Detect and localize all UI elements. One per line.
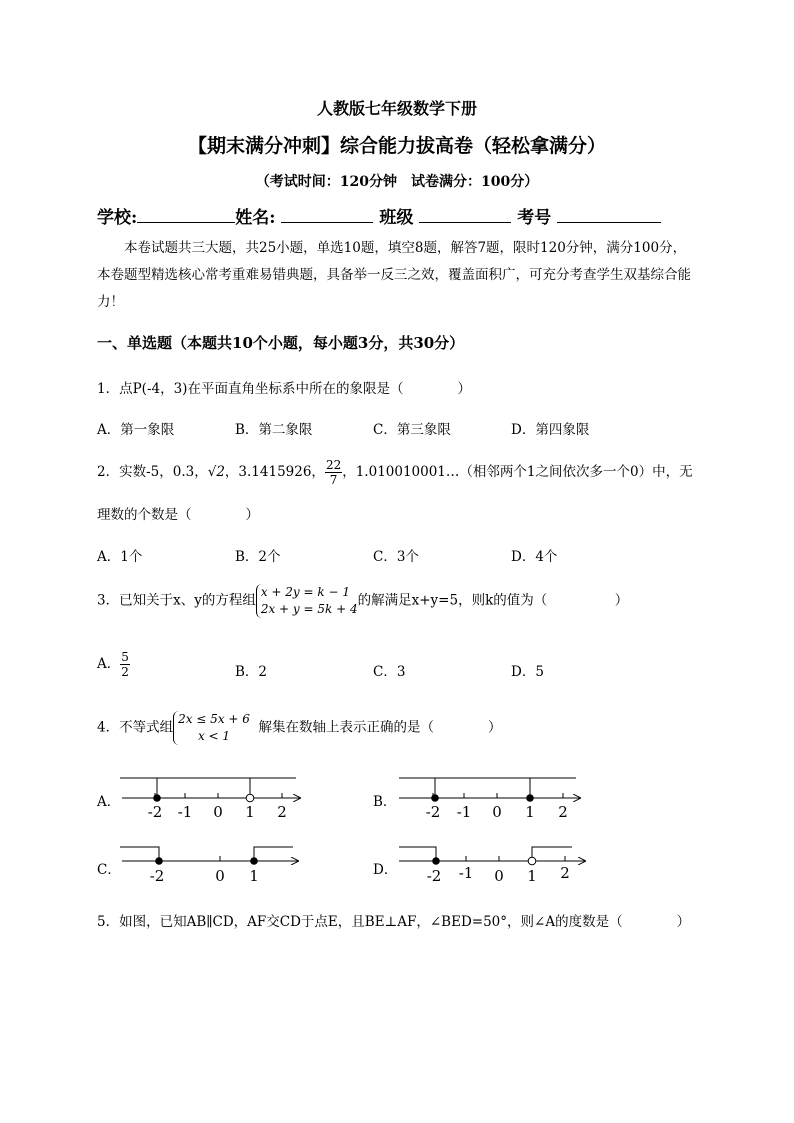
number-line-b[interactable] xyxy=(399,778,580,821)
number-line-d[interactable] xyxy=(399,847,585,885)
document-subtitle: 【期末满分冲刺】综合能力拔高卷（轻松拿满分） xyxy=(187,135,606,157)
q4-option-a-label[interactable]: A． xyxy=(97,794,121,810)
open-dot-a xyxy=(246,794,254,802)
q3-option-a[interactable]: A． $\frac{5}{2}$ xyxy=(97,650,129,679)
q1-option-b[interactable]: B．第二象限 xyxy=(235,422,313,438)
tick-label: 0 xyxy=(494,867,504,885)
tick-label: -1 xyxy=(456,803,472,821)
tick-label: 1 xyxy=(249,867,259,885)
number-line-a[interactable] xyxy=(120,778,300,821)
closed-dot-c-right xyxy=(250,857,258,865)
sqrt-two: √2 xyxy=(207,464,225,480)
tick-label: 0 xyxy=(492,803,502,821)
question-3-stem: 3．已知关于x、y的方程组 x + 2y = k − 1 2x + y = 5k + 4 的解满足x+y=5，则k的值为（ ） xyxy=(97,585,629,616)
tick-label: -2 xyxy=(426,867,442,885)
tick-label: 2 xyxy=(277,803,287,821)
tick-label: 2 xyxy=(560,864,570,882)
closed-dot-d xyxy=(432,857,440,865)
question-5-stem: 5．如图，已知AB∥CD，AF交CD于点E，且BE⊥AF，∠BED=50°，则∠A的度数是（ ） xyxy=(97,914,691,930)
tick-label: 0 xyxy=(213,803,223,821)
q3-option-c[interactable]: C．3 xyxy=(373,664,406,680)
closed-dot-b-right xyxy=(526,794,534,802)
class-label: 班级 xyxy=(379,208,414,228)
inequality-system: 2x ≤ 5x + 6 x < 1 xyxy=(173,711,250,745)
q1-option-d[interactable]: D．第四象限 xyxy=(511,422,590,438)
intro-paragraph: 本卷试题共三大题，共25小题，单选10题，填空8题，解答7题，限时120分钟，满分100分，本卷题型精选核心常考重难易错典题，具备举一反三之效，覆盖面积广，可充分考查学生双基综合能力！ xyxy=(97,240,691,310)
q1-option-a[interactable]: A．第一象限 xyxy=(97,422,175,438)
closed-dot-c-left xyxy=(155,857,163,865)
section-heading: 一、单选题（本题共10个小题，每小题3分，共30分） xyxy=(97,334,465,352)
tick-label: -1 xyxy=(177,803,193,821)
equation-system: x + 2y = k − 1 2x + y = 5k + 4 xyxy=(256,584,358,618)
number-label: 考号 xyxy=(517,208,552,228)
question-2-stem: 2．实数-5，0.3，√2，3.1415926， $\frac{22}{7}$ ，1.010010001…（相邻两个1之间依次多一个0）中，无 xyxy=(97,458,693,487)
tick-label: 1 xyxy=(245,803,255,821)
tick-label: -2 xyxy=(425,803,441,821)
tick-label: 2 xyxy=(558,803,568,821)
q4-option-c-label[interactable]: C． xyxy=(97,862,121,878)
question-4-stem: 4．不等式组 2x ≤ 5x + 6 x < 1 解集在数轴上表示正确的是（ ） xyxy=(97,712,502,743)
q1-option-c[interactable]: C．第三象限 xyxy=(373,422,451,438)
tick-label: 0 xyxy=(215,867,225,885)
question-2-stem-line2: 理数的个数是（ ） xyxy=(97,507,259,523)
tick-label: 1 xyxy=(527,867,537,885)
number-line-c[interactable] xyxy=(120,847,298,885)
tick-label: -1 xyxy=(458,864,474,882)
name-label: 姓名: xyxy=(235,208,276,228)
tick-label: -2 xyxy=(149,867,165,885)
q4-option-b-label[interactable]: B． xyxy=(373,794,397,810)
q2-option-d[interactable]: D．4个 xyxy=(511,549,558,565)
fraction-22-7: $\frac{22}{7}$ xyxy=(325,458,342,487)
closed-dot-a xyxy=(153,794,161,802)
closed-dot-b-left xyxy=(431,794,439,802)
q2-option-c[interactable]: C．3个 xyxy=(373,549,419,565)
q3-option-b[interactable]: B．2 xyxy=(235,664,268,680)
q3-option-d[interactable]: D．5 xyxy=(511,664,544,680)
tick-label: 1 xyxy=(525,803,535,821)
q2-option-b[interactable]: B．2个 xyxy=(235,549,281,565)
school-label: 学校: xyxy=(97,208,138,228)
exam-info: （考试时间：120分钟 试卷满分：100分） xyxy=(255,174,539,190)
q4-option-d-label[interactable]: D． xyxy=(373,862,398,878)
q2-option-a[interactable]: A．1个 xyxy=(97,549,143,565)
question-1-stem: 1．点P(-4，3)在平面直角坐标系中所在的象限是（ ） xyxy=(97,381,471,397)
open-dot-d xyxy=(528,857,536,865)
document-title: 人教版七年级数学下册 xyxy=(316,99,477,118)
fraction-5-2: $\frac{5}{2}$ xyxy=(121,650,129,679)
tick-label: -2 xyxy=(147,803,163,821)
